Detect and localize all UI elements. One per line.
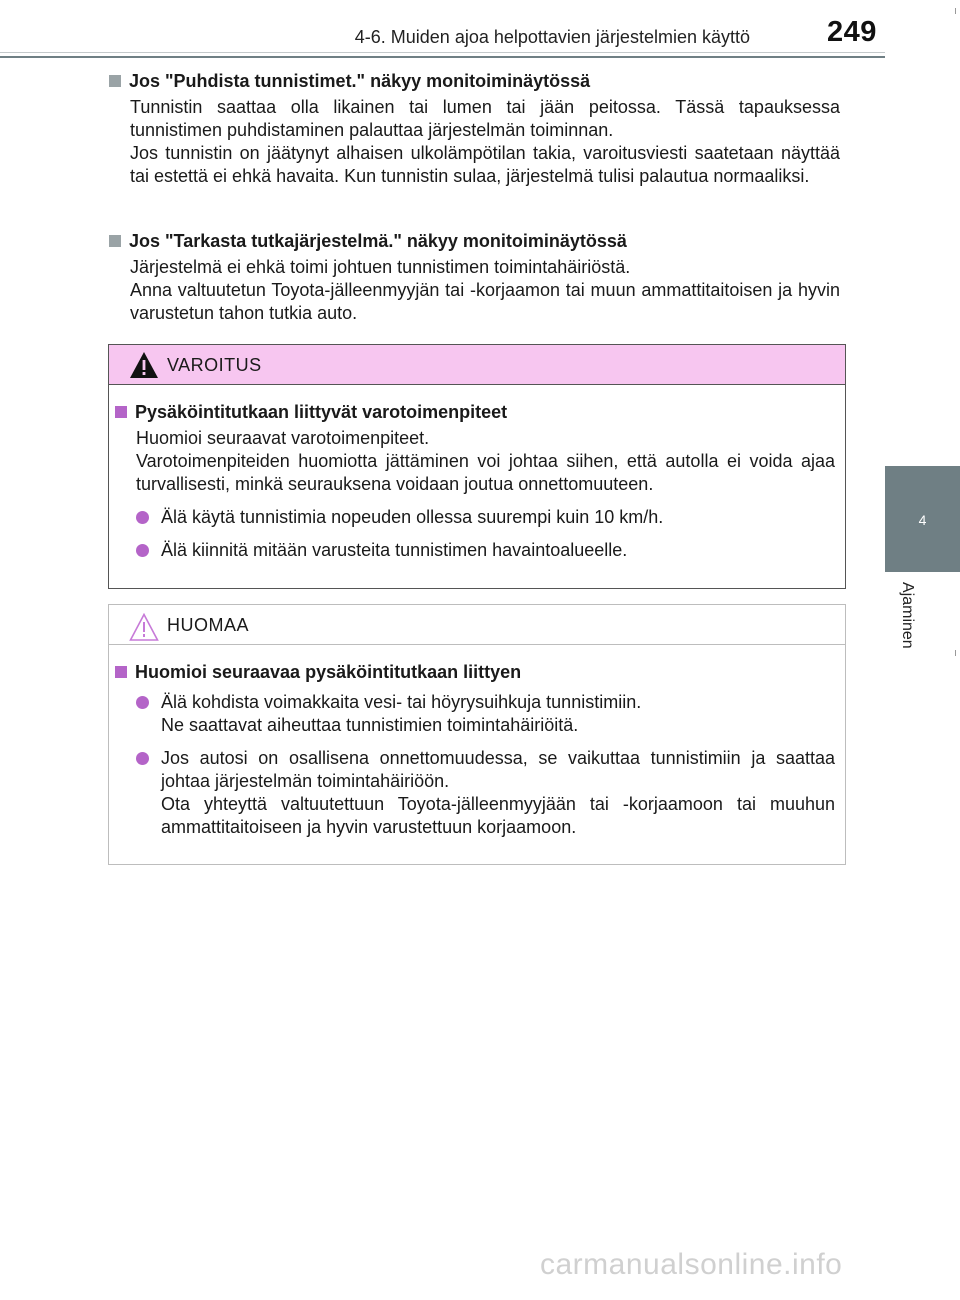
list-item: Älä kohdista voimakkaita vesi- tai höyrysuihkuja tunnistimiin. Ne saattavat aiheuttaa tunnistimien toimintahäiriöitä. (136, 691, 835, 737)
warning-box (108, 344, 846, 589)
section-body (130, 256, 840, 325)
warning-text (136, 427, 835, 496)
square-bullet-icon (109, 235, 121, 247)
header-rule (0, 56, 885, 58)
warning-heading: Pysäköintitutkaan liittyvät varotoimenpiteet (114, 401, 835, 423)
notice-header (109, 605, 845, 645)
paragraph: Tunnistin saattaa olla likainen tai lumen tai jään peitossa. Tässä tapauksessa tunnistimen puhdistaminen palauttaa järjestelmän toiminnan. (130, 97, 840, 140)
page-header (0, 0, 960, 58)
warning-body (109, 385, 845, 580)
caution-triangle-icon (129, 613, 159, 641)
section-clean-sensors (108, 70, 840, 188)
bullet-dot-icon (136, 752, 149, 765)
notice-title: HUOMAA (167, 615, 250, 635)
paragraph: Varotoimenpiteiden huomiotta jättäminen voi johtaa siihen, että autolla ei voida ajaa turvallisesti, minkä seurauksena voidaan joutua onnettomuuteen. (136, 451, 835, 494)
chapter-tab (885, 466, 960, 572)
warning-title: VAROITUS (167, 355, 262, 375)
header-rule-light (0, 52, 885, 53)
paragraph: Huomioi seuraavat varotoimenpiteet. (136, 428, 430, 448)
page-number: 249 (827, 16, 877, 48)
square-bullet-icon (115, 666, 127, 678)
bullet-dot-icon (136, 544, 149, 557)
paragraph: Anna valtuutetun Toyota-jälleenmyyjän tai -korjaamon tai muun ammattitaitoisen ja hyvin varustetun tahon tutkia auto. (130, 280, 840, 323)
header-title: 4-6. Muiden ajoa helpottavien järjestelmien käyttö (354, 27, 750, 47)
paragraph: Järjestelmä ei ehkä toimi johtuen tunnistimen toimintahäiriöstä. (130, 257, 631, 277)
list-item: Älä kiinnitä mitään varusteita tunnistimen havaintoalueelle. (136, 539, 835, 562)
square-bullet-icon (115, 406, 127, 418)
section-heading: Jos "Tarkasta tutkajärjestelmä." näkyy monitoiminäytössä (108, 230, 840, 252)
list-item: Älä käytä tunnistimia nopeuden ollessa suurempi kuin 10 km/h. (136, 506, 835, 529)
warning-header (109, 345, 845, 385)
notice-box (108, 604, 846, 865)
bullet-dot-icon (136, 511, 149, 524)
chapter-label: Ajaminen (899, 582, 916, 649)
list-item: Jos autosi on osallisena onnettomuudessa, se vaikuttaa tunnistimiin ja saattaa johtaa järjestelmän toimintahäiriöön. Ota yhteyttä valtuutettuun Toyota-jälleenmyyjään tai -korjaamoon tai muuhun ammattitaitoiseen ja hyvin varustettuun korjaamoon. (136, 747, 835, 839)
chapter-number: 4 (918, 512, 927, 528)
warning-triangle-icon (129, 351, 159, 379)
bullet-dot-icon (136, 696, 149, 709)
crop-mark (955, 8, 956, 14)
section-check-radar (108, 230, 840, 325)
square-bullet-icon (109, 75, 121, 87)
paragraph: Jos tunnistin on jäätynyt alhaisen ulkolämpötilan takia, varoitusviesti saatetaan näyttää tai estettä ei ehkä havaita. Kun tunnistin sulaa, järjestelmä tulisi palautua normaaliksi. (130, 143, 840, 186)
watermark-logo: carmanualsonline.info (540, 1248, 843, 1281)
notice-heading: Huomioi seuraavaa pysäköintitutkaan liittyen (114, 661, 835, 683)
crop-mark (955, 650, 956, 656)
notice-body (109, 645, 845, 857)
section-body (130, 96, 840, 188)
section-heading: Jos "Puhdista tunnistimet." näkyy monitoiminäytössä (108, 70, 840, 92)
